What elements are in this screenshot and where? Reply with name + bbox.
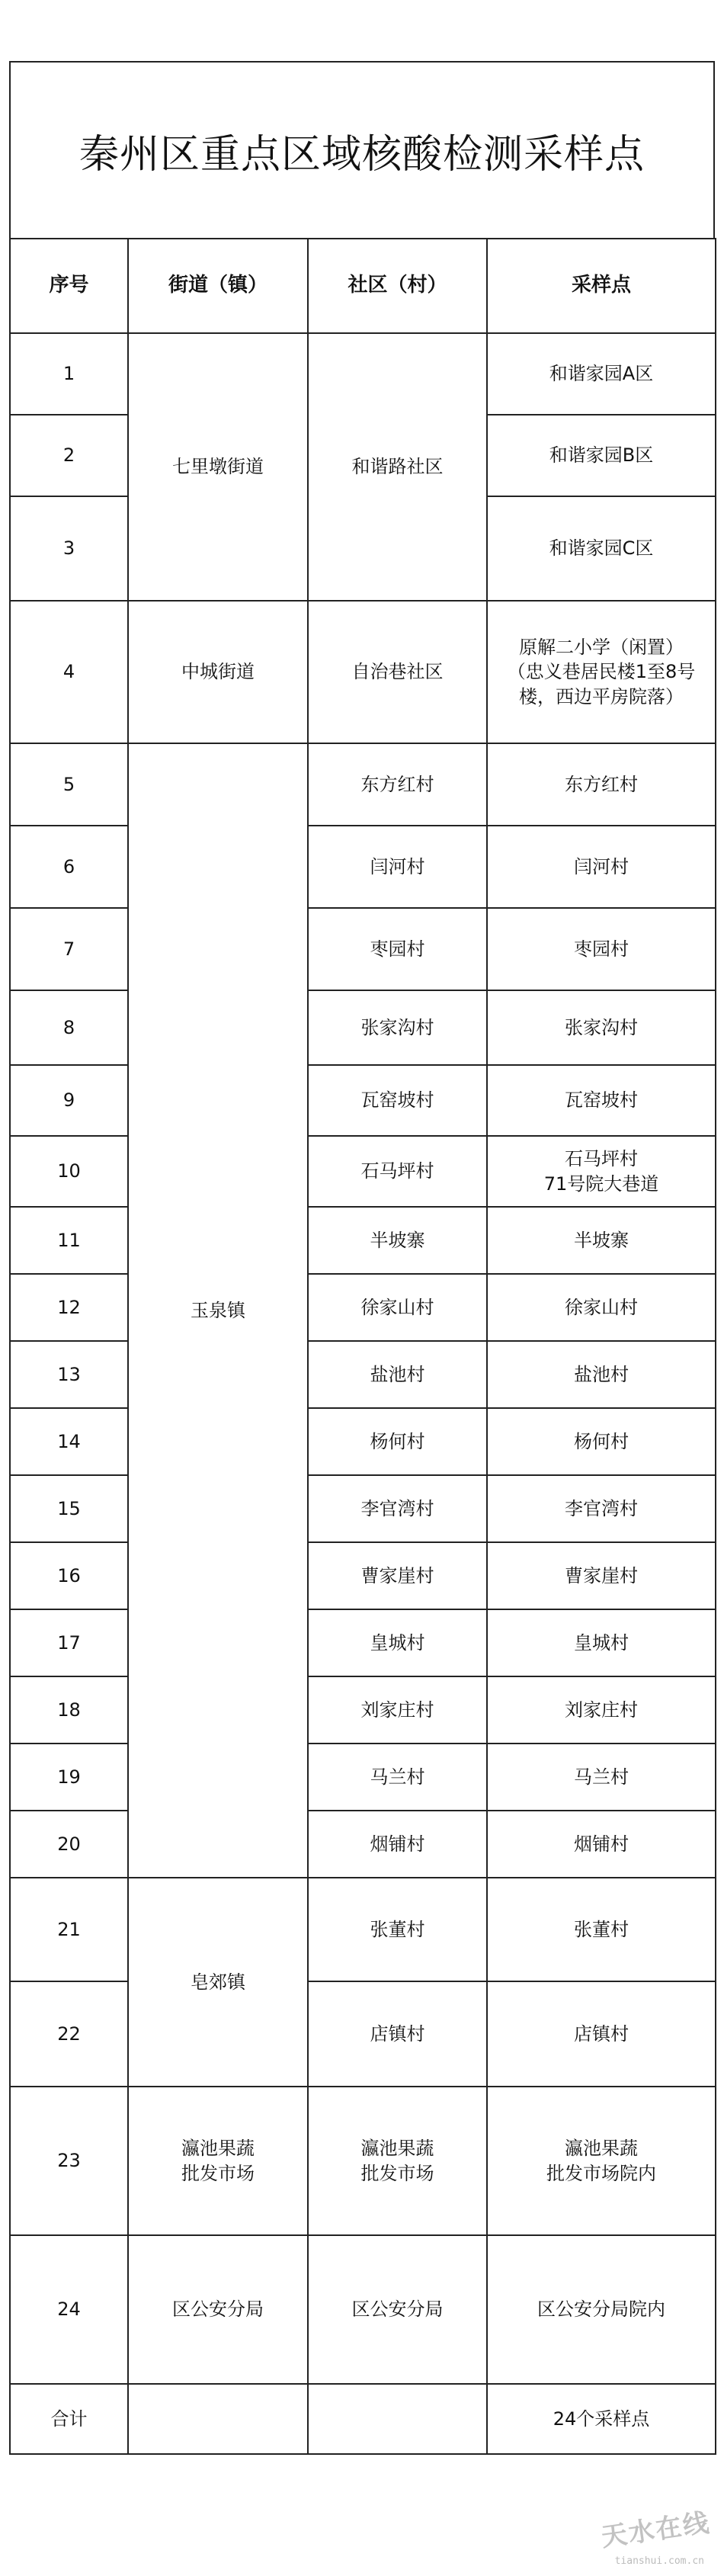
community-cell: 烟铺村 [308,1811,487,1878]
watermark-logo [581,2507,713,2570]
street-cell: 七里墩街道 [128,333,308,601]
table-row [10,1811,716,1878]
site-line: 原解二小学（闲置） [519,636,684,658]
table-row [10,1878,716,1981]
watermark-text: 天水在线 [599,2507,713,2553]
table-row [10,1981,716,2087]
table-row [10,826,716,908]
site-cell: 枣园村 [487,908,716,990]
total-label: 合计 [10,2384,128,2454]
total-row [10,2384,716,2454]
table-row [10,1475,716,1542]
table-row [10,1408,716,1475]
row-number: 3 [10,496,128,601]
total-value: 24个采样点 [487,2384,716,2454]
site-cell: 闫河村 [487,826,716,908]
row-number: 19 [10,1744,128,1811]
row-number: 24 [10,2235,128,2384]
table-row [10,2087,716,2235]
site-cell: 瓦窑坡村 [487,1065,716,1136]
row-number: 15 [10,1475,128,1542]
community-line: 瀛池果蔬 [360,2138,434,2160]
table-row [10,908,716,990]
community-cell: 李官湾村 [308,1475,487,1542]
site-cell: 张董村 [487,1878,716,1981]
community-cell: 马兰村 [308,1744,487,1811]
community-cell: 张家沟村 [308,990,487,1065]
street-line: 批发市场 [181,2162,255,2184]
table-row [10,1542,716,1609]
row-number: 9 [10,1065,128,1136]
table-row [10,1744,716,1811]
row-number: 2 [10,415,128,496]
site-line: 批发市场院内 [546,2162,656,2184]
table-row [10,1207,716,1274]
community-cell [308,2087,487,2235]
community-cell: 刘家庄村 [308,1676,487,1744]
site-cell: 烟铺村 [487,1811,716,1878]
header-row [10,239,716,333]
community-cell: 皇城村 [308,1609,487,1676]
row-number: 6 [10,826,128,908]
row-number: 20 [10,1811,128,1878]
site-cell: 张家沟村 [487,990,716,1065]
table-row [10,1136,716,1207]
row-number: 18 [10,1676,128,1744]
street-cell: 区公安分局 [128,2235,308,2384]
title-box [9,61,715,238]
community-cell: 张董村 [308,1878,487,1981]
community-line: 批发市场 [360,2162,434,2184]
row-number: 5 [10,743,128,826]
site-cell: 杨何村 [487,1408,716,1475]
site-cell: 盐池村 [487,1341,716,1408]
site-cell: 曹家崖村 [487,1542,716,1609]
street-cell [128,2087,308,2235]
community-cell: 半坡寨 [308,1207,487,1274]
site-cell [487,601,716,743]
community-cell: 东方红村 [308,743,487,826]
community-cell: 店镇村 [308,1981,487,2087]
site-cell: 和谐家园A区 [487,333,716,415]
community-cell: 枣园村 [308,908,487,990]
total-empty-cell [308,2384,487,2454]
row-number: 22 [10,1981,128,2087]
street-line: 瀛池果蔬 [181,2138,255,2160]
table-row [10,990,716,1065]
site-cell [487,2087,716,2235]
street-cell: 皂郊镇 [128,1878,308,2087]
site-cell: 徐家山村 [487,1274,716,1341]
community-cell: 闫河村 [308,826,487,908]
table-row [10,1274,716,1341]
table-row [10,1065,716,1136]
site-cell: 和谐家园B区 [487,415,716,496]
row-number: 11 [10,1207,128,1274]
site-cell: 皇城村 [487,1609,716,1676]
row-number: 16 [10,1542,128,1609]
watermark-subtext: tianshui.com.cn [614,2555,704,2567]
site-line: 楼，西边平房院落） [519,685,684,707]
row-number: 13 [10,1341,128,1408]
community-cell: 和谐路社区 [308,333,487,601]
community-cell: 杨何村 [308,1408,487,1475]
community-cell: 盐池村 [308,1341,487,1408]
row-number: 23 [10,2087,128,2235]
row-number: 21 [10,1878,128,1981]
site-cell: 和谐家园C区 [487,496,716,601]
site-cell: 区公安分局院内 [487,2235,716,2384]
row-number: 17 [10,1609,128,1676]
community-cell: 瓦窑坡村 [308,1065,487,1136]
site-cell: 东方红村 [487,743,716,826]
table-row [10,333,716,415]
table-row [10,1676,716,1744]
street-cell: 玉泉镇 [128,743,308,1878]
site-line: 石马坪村 [565,1148,638,1170]
table-row [10,2235,716,2384]
row-number: 1 [10,333,128,415]
header-site: 采样点 [487,239,716,333]
sampling-sheet [9,61,715,2455]
header-community: 社区（村） [308,239,487,333]
community-cell: 曹家崖村 [308,1542,487,1609]
row-number: 12 [10,1274,128,1341]
site-line: 瀛池果蔬 [565,2138,638,2160]
header-number: 序号 [10,239,128,333]
site-cell: 店镇村 [487,1981,716,2087]
community-cell: 区公安分局 [308,2235,487,2384]
site-cell: 半坡寨 [487,1207,716,1274]
site-line: （忠义巷居民楼1至8号 [507,661,696,683]
community-cell: 石马坪村 [308,1136,487,1207]
site-cell: 李官湾村 [487,1475,716,1542]
site-cell: 刘家庄村 [487,1676,716,1744]
row-number: 4 [10,601,128,743]
community-cell: 自治巷社区 [308,601,487,743]
row-number: 7 [10,908,128,990]
row-number: 10 [10,1136,128,1207]
site-cell [487,1136,716,1207]
page-title: 秦州区重点区域核酸检测采样点 [78,131,645,178]
total-empty-cell [128,2384,308,2454]
header-street: 街道（镇） [128,239,308,333]
table-row [10,743,716,826]
table-row [10,601,716,743]
sampling-table [9,238,716,2455]
row-number: 14 [10,1408,128,1475]
site-line: 71号院大巷道 [543,1173,659,1195]
street-cell: 中城街道 [128,601,308,743]
site-cell: 马兰村 [487,1744,716,1811]
table-row [10,1341,716,1408]
table-row [10,1609,716,1676]
row-number: 8 [10,990,128,1065]
community-cell: 徐家山村 [308,1274,487,1341]
